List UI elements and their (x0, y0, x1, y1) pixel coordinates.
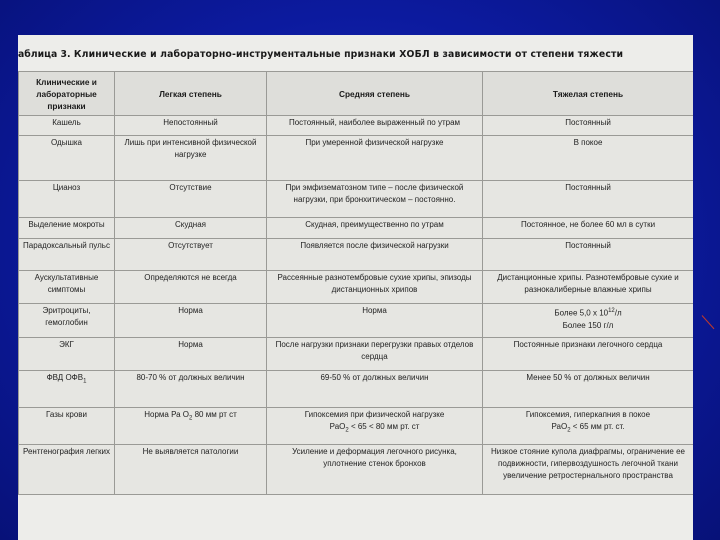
row-label: ЭКГ (19, 338, 115, 371)
table-row (19, 218, 694, 239)
table-caption-number: аблица 3. (18, 49, 71, 60)
table-row-erythrocytes (19, 304, 694, 338)
table-row-fvd (19, 371, 694, 408)
row-label: Рентгенография легких (19, 445, 115, 495)
cell-severe: Постоянное, не более 60 мл в сутки (483, 218, 694, 239)
exponent: 12 (608, 308, 615, 314)
cell-severe: Низкое стояние купола диафрагмы, ограничение ее подвижности, гипервоздушность легочной ткани увеличение ретростернального пространства (483, 445, 694, 495)
erythrocyte-count-text: Более 5,0 х 10 (554, 308, 609, 318)
hemoglobin-text: Более 150 г/л (562, 320, 614, 330)
subscript: 2 (189, 415, 193, 422)
cell-severe: Постоянный (483, 181, 694, 218)
cell-severe: Дистанционные хрипы. Разнотембровые сухие и разнокалиберные влажные хрипы (483, 271, 694, 304)
table-row (19, 116, 694, 136)
cell-moderate: 69-50 % от должных величин (267, 371, 483, 408)
header-mild: Легкая степень (115, 72, 267, 116)
header-signs: Клинические и лабораторные признаки (19, 72, 115, 116)
table-caption (18, 49, 693, 63)
table-row (19, 239, 694, 271)
cell-severe (483, 304, 694, 338)
subscript: 2 (345, 427, 349, 434)
table-row (19, 181, 694, 218)
row-label: Эритроциты, гемоглобин (19, 304, 115, 338)
table-row (19, 271, 694, 304)
subscript: 1 (83, 378, 87, 385)
copd-severity-table (18, 71, 693, 495)
cell-moderate: После нагрузки признаки перегрузки правых отделов сердца (267, 338, 483, 371)
cell-moderate: Постоянный, наиболее выраженный по утрам (267, 116, 483, 136)
pao2-range: < 65 < 80 мм рт. ст (348, 422, 420, 431)
table-row-xray (19, 445, 694, 495)
cell-moderate: При умеренной физической нагрузке (267, 136, 483, 181)
cell-moderate: При эмфизематозном типе – после физической нагрузки, при бронхитическом – постоянно. (267, 181, 483, 218)
header-moderate: Средняя степень (267, 72, 483, 116)
cell-severe (483, 408, 694, 445)
cell-mild: Скудная (115, 218, 267, 239)
row-label: Парадоксальный пульс (19, 239, 115, 271)
cell-moderate: Усиление и деформация легочного рисунка, уплотнение стенок бронхов (267, 445, 483, 495)
cell-moderate: Появляется после физической нагрузки (267, 239, 483, 271)
unit-text: /л (614, 308, 622, 318)
cell-severe: Постоянные признаки легочного сердца (483, 338, 694, 371)
cell-mild: Отсутствует (115, 239, 267, 271)
row-label (19, 371, 115, 408)
row-label: Выделение мокроты (19, 218, 115, 239)
cell-moderate (267, 408, 483, 445)
row-label: Кашель (19, 116, 115, 136)
hypoxemia-text: Гипоксемия при физической нагрузке (304, 410, 445, 419)
row-label: Одышка (19, 136, 115, 181)
pao2-text: Норма Ра О (144, 410, 190, 419)
table-row-blood-gases (19, 408, 694, 445)
cell-severe: Менее 50 % от должных величин (483, 371, 694, 408)
cell-mild: Непостоянный (115, 116, 267, 136)
cell-mild: Отсутствие (115, 181, 267, 218)
cell-mild: Не выявляется патологии (115, 445, 267, 495)
table-header-row (19, 72, 694, 116)
row-label: Газы крови (19, 408, 115, 445)
table-row (19, 136, 694, 181)
decorative-line (702, 315, 715, 329)
cell-mild: Норма (115, 304, 267, 338)
table-row-ecg (19, 338, 694, 371)
cell-moderate: Рассеянные разнотембровые сухие хрипы, эпизоды дистанционных хрипов (267, 271, 483, 304)
scanned-document (18, 35, 693, 540)
cell-mild: Лишь при интенсивной физической нагрузке (115, 136, 267, 181)
pao2-label: РаO (329, 422, 346, 431)
fvd-label: ФВД ОФВ (46, 373, 84, 382)
pao2-label: РаO (551, 422, 568, 431)
cell-severe: В покое (483, 136, 694, 181)
cell-mild: Определяются не всегда (115, 271, 267, 304)
cell-mild (115, 408, 267, 445)
row-label: Аускультативные симптомы (19, 271, 115, 304)
table-caption-title: Клинические и лабораторно-инструментальные признаки ХОБЛ в зависимости от степени тяжести (73, 49, 624, 60)
subscript: 2 (567, 427, 571, 434)
header-severe: Тяжелая степень (483, 72, 694, 116)
cell-severe: Постоянный (483, 239, 694, 271)
cell-mild: Норма (115, 338, 267, 371)
cell-moderate: Скудная, преимущественно по утрам (267, 218, 483, 239)
cell-moderate: Норма (267, 304, 483, 338)
hypoxemia-text: Гипоксемия, гиперкапния в покое (525, 410, 651, 419)
pao2-value: 80 мм рт ст (192, 410, 237, 419)
pao2-range: < 65 мм рт. ст. (570, 422, 625, 431)
row-label: Цианоз (19, 181, 115, 218)
cell-mild: 80-70 % от должных величин (115, 371, 267, 408)
cell-severe: Постоянный (483, 116, 694, 136)
